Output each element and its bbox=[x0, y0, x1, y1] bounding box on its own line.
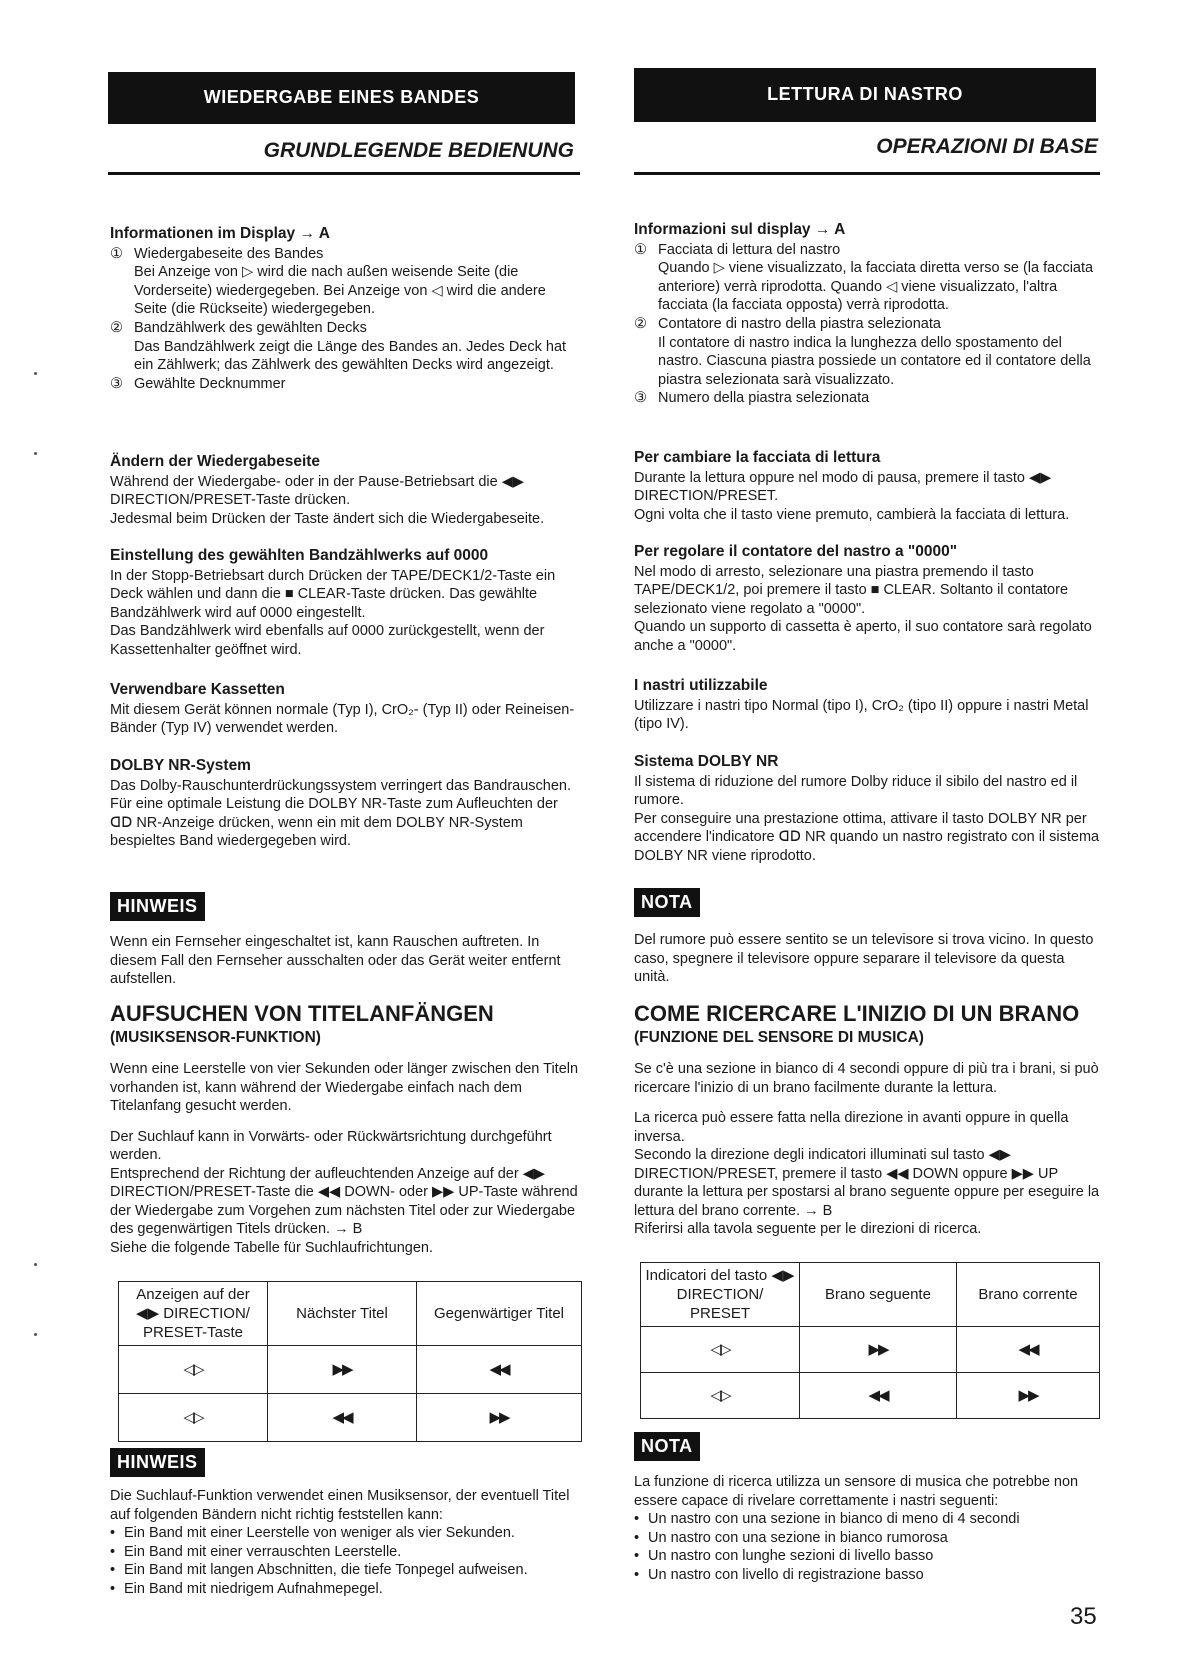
search-p4: Riferirsi alla tavola seguente per le direzioni di ricerca. bbox=[634, 1221, 982, 1238]
search-p3: Secondo la direzione degli indicatori illuminati sul tasto ◀▶ DIRECTION/PRESET, premere il tasto ◀◀ DOWN oppure ▶▶ UP durante la lettura per spostarsi al brano seguente oppure per eseguire la lettura del brano corrente. → B bbox=[634, 1147, 1100, 1219]
dolby-body2: Für eine optimale Leistung die DOLBY NR-Taste zum Aufleuchten der ᗡᗞ NR-Anzeige drücken, wenn ein mit dem DOLBY NR-System bespieltes Band wiedergegeben wird. bbox=[110, 796, 558, 850]
search-p2: La ricerca può essere fatta nella direzione in avanti oppure in quella inversa. bbox=[634, 1110, 1069, 1145]
table-header: Brano corrente bbox=[957, 1263, 1100, 1327]
right-section-subtitle: OPERAZIONI DI BASE bbox=[876, 135, 1098, 158]
item-number: ② bbox=[634, 316, 647, 333]
left-search bbox=[110, 1000, 582, 1257]
item-title: Wiedergabeseite des Bandes bbox=[134, 245, 324, 262]
scan-speck bbox=[34, 372, 37, 375]
counter-reset-heading: Einstellung des gewählten Bandzählwerks auf 0000 bbox=[110, 547, 489, 564]
hinweis-badge: HINWEIS bbox=[110, 1448, 205, 1477]
left-header-rule bbox=[108, 172, 580, 175]
item-body: Das Bandzählwerk zeigt die Länge des Bandes an. Jedes Deck hat ein Zählwerk; das Zählwerk des gewählten Decks wird angezeigt. bbox=[134, 338, 567, 374]
list-item: • Ein Band mit niedrigem Aufnahmepegel. bbox=[110, 1580, 582, 1599]
item-title: Gewählte Decknummer bbox=[134, 375, 286, 392]
item-body: Bei Anzeige von ▷ wird die nach außen weisende Seite (die Vorderseite) wiedergegeben. Bei Anzeige von ◁ wird die andere Seite (die Rückseite) wiedergegeben. bbox=[134, 264, 546, 318]
next-cell: ◀◀ bbox=[800, 1373, 957, 1419]
cassettes-heading: I nastri utilizzabile bbox=[634, 677, 768, 694]
right-display-info bbox=[634, 220, 1102, 408]
item-title: Facciata di lettura del nastro bbox=[658, 241, 841, 258]
note-intro: La funzione di ricerca utilizza un sensore di musica che potrebbe non essere capace di rivelare correttamente i nastri seguenti: bbox=[634, 1474, 1079, 1509]
item-number: ① bbox=[110, 245, 123, 262]
item-body: Quando ▷ viene visualizzato, la facciata diretta verso se (la facciata anteriore) verrà riprodotta. Quando ◁ viene visualizzato, l'altra facciata (la facciata opposta) verrà riprodotta. bbox=[658, 260, 1094, 314]
item-title: Bandzählwerk des gewählten Decks bbox=[134, 320, 367, 337]
search-heading: AUFSUCHEN VON TITELANFÄNGEN bbox=[110, 1001, 494, 1026]
indicator-cell: ◁▷ bbox=[119, 1394, 268, 1442]
next-cell: ▶▶ bbox=[268, 1346, 417, 1394]
cassettes-heading: Verwendbare Kassetten bbox=[110, 681, 285, 698]
search-p3: Entsprechend der Richtung der aufleuchtenden Anzeige auf der ◀▶ DIRECTION/PRESET-Taste die ◀◀ DOWN- oder ▶▶ UP-Taste während der Wiedergabe zum Vorgehen zum nächsten Titel oder zur Wiedergabe des gegenwärtigen Titels drücken. → B bbox=[110, 1165, 578, 1238]
item-number: ② bbox=[110, 320, 123, 337]
scan-speck bbox=[34, 1333, 37, 1336]
right-note2 bbox=[634, 1432, 1102, 1584]
left-note2 bbox=[110, 1448, 582, 1598]
page-number: 35 bbox=[1070, 1603, 1097, 1630]
table-header: Indicatori del tasto ◀▶ DIRECTION/ PRESET bbox=[641, 1263, 800, 1327]
item-title: Contatore di nastro della piastra selezionata bbox=[658, 316, 941, 333]
search-p1: Se c'è una sezione in bianco di 4 secondi oppure di più tra i brani, si può ricercare l'inizio di un brano facilmente durante la lettura. bbox=[634, 1060, 1099, 1096]
change-side-heading: Ändern der Wiedergabeseite bbox=[110, 453, 321, 470]
table-header: Gegenwärtiger Titel bbox=[417, 1282, 582, 1346]
right-dolby bbox=[634, 752, 1102, 866]
item-number: ③ bbox=[634, 390, 647, 407]
change-side-body: Durante la lettura oppure nel modo di pausa, premere il tasto ◀▶ DIRECTION/PRESET. bbox=[634, 469, 1052, 505]
list-item: • Un nastro con una sezione in bianco di meno di 4 secondi bbox=[634, 1510, 1102, 1529]
display-info-item bbox=[634, 241, 1102, 260]
counter-reset-body: In der Stopp-Betriebsart durch Drücken der TAPE/DECK1/2-Taste ein Deck wählen und dann die ■ CLEAR-Taste drücken. Das gewählte Bandzählwerk wird auf 0000 eingestellt. bbox=[110, 567, 556, 621]
right-note1 bbox=[634, 888, 1102, 987]
list-item: • Un nastro con lunghe sezioni di livello basso bbox=[634, 1547, 1102, 1566]
table-header: Anzeigen auf der ◀▶ DIRECTION/ PRESET-Taste bbox=[119, 1282, 268, 1346]
note-bullets bbox=[634, 1510, 1102, 1584]
display-info-heading: Informazioni sul display → A bbox=[634, 221, 846, 238]
hinweis-badge: HINWEIS bbox=[110, 892, 205, 921]
table-row bbox=[641, 1327, 1100, 1373]
scan-speck bbox=[34, 1263, 37, 1266]
note-body: Wenn ein Fernseher eingeschaltet ist, kann Rauschen auftreten. In diesem Fall den Fernseher ausschalten oder das Gerät weiter entfernt aufstellen. bbox=[110, 934, 561, 988]
search-p2: Der Suchlauf kann in Vorwärts- oder Rückwärtsrichtung durchgeführt werden. bbox=[110, 1128, 552, 1164]
search-heading: COME RICERCARE L'INIZIO DI UN BRANO bbox=[634, 1001, 1080, 1026]
counter-reset-body2: Quando un supporto di cassetta è aperto, il suo contatore sarà regolato anche a "0000". bbox=[634, 619, 1092, 655]
list-item: • Un nastro con una sezione in bianco rumorosa bbox=[634, 1529, 1102, 1548]
search-p4: Siehe die folgende Tabelle für Suchlaufrichtungen. bbox=[110, 1239, 433, 1256]
dolby-heading: Sistema DOLBY NR bbox=[634, 753, 779, 770]
item-number: ③ bbox=[110, 375, 123, 392]
nota-badge: NOTA bbox=[634, 888, 700, 917]
note-body: Del rumore può essere sentito se un televisore si trova vicino. In questo caso, spegnere il televisore oppure separare il televisore da questa unità. bbox=[634, 932, 1094, 986]
right-search bbox=[634, 1000, 1102, 1239]
left-section-banner: WIEDERGABE EINES BANDES bbox=[108, 72, 575, 124]
cassettes-body: Mit diesem Gerät können normale (Typ I), CrO₂- (Typ II) oder Reineisen-Bänder (Typ IV) verwendet werden. bbox=[110, 701, 575, 737]
indicator-cell: ◁▷ bbox=[641, 1327, 800, 1373]
display-info-item bbox=[634, 389, 1102, 408]
right-header-rule bbox=[634, 172, 1100, 175]
right-cassettes bbox=[634, 676, 1102, 734]
change-side-heading: Per cambiare la facciata di lettura bbox=[634, 449, 881, 466]
list-item: • Ein Band mit einer Leerstelle von weniger als vier Sekunden. bbox=[110, 1524, 582, 1543]
dolby-heading: DOLBY NR-System bbox=[110, 757, 251, 774]
left-note1 bbox=[110, 892, 582, 989]
dolby-body2: Per conseguire una prestazione ottima, attivare il tasto DOLBY NR per accendere l'indicatore ᗡᗞ NR quando un nastro registrato con il sistema DOLBY NR viene riprodotto. bbox=[634, 810, 1100, 865]
list-item: • Un nastro con livello di registrazione basso bbox=[634, 1566, 1102, 1585]
right-section-banner: LETTURA DI NASTRO bbox=[634, 68, 1096, 122]
right-change-side bbox=[634, 448, 1102, 524]
change-side-body2: Ogni volta che il tasto viene premuto, cambierà la facciata di lettura. bbox=[634, 506, 1070, 523]
list-item: • Ein Band mit einer verrauschten Leerstelle. bbox=[110, 1543, 582, 1562]
cassettes-body: Utilizzare i nastri tipo Normal (tipo I), CrO₂ (tipo II) oppure i nastri Metal (tipo IV). bbox=[634, 697, 1089, 733]
change-side-body2: Jedesmal beim Drücken der Taste ändert sich die Wiedergabeseite. bbox=[110, 510, 545, 527]
item-number: ① bbox=[634, 241, 647, 258]
counter-reset-body2: Das Bandzählwerk wird ebenfalls auf 0000 zurückgestellt, wenn der Kassettenhalter geöffnet wird. bbox=[110, 623, 545, 659]
display-info-item bbox=[110, 245, 582, 264]
note-bullets bbox=[110, 1524, 582, 1598]
left-dolby bbox=[110, 756, 582, 851]
right-search-table bbox=[640, 1262, 1100, 1419]
left-display-info bbox=[110, 224, 582, 393]
current-cell: ▶▶ bbox=[957, 1373, 1100, 1419]
item-body: Il contatore di nastro indica la lunghezza dello spostamento del nastro. Ciascuna piastra possiede un contatore ed il contatore della piastra selezionata sarà visualizzato. bbox=[658, 334, 1091, 388]
note-intro: Die Suchlauf-Funktion verwendet einen Musiksensor, der eventuell Titel auf folgenden Bändern nicht richtig feststellen kann: bbox=[110, 1488, 570, 1523]
dolby-body: Il sistema di riduzione del rumore Dolby riduce il sibilo del nastro ed il rumore. bbox=[634, 773, 1078, 809]
display-info-item bbox=[634, 315, 1102, 334]
search-subheading: (MUSIKSENSOR-FUNKTION) bbox=[110, 1029, 321, 1047]
display-info-item bbox=[110, 375, 582, 394]
dolby-body: Das Dolby-Rauschunterdrückungssystem verringert das Bandrauschen. bbox=[110, 777, 571, 794]
table-header: Brano seguente bbox=[800, 1263, 957, 1327]
left-section-subtitle: GRUNDLEGENDE BEDIENUNG bbox=[263, 139, 574, 162]
indicator-cell: ◁▷ bbox=[119, 1346, 268, 1394]
next-cell: ▶▶ bbox=[800, 1327, 957, 1373]
indicator-cell: ◁▷ bbox=[641, 1373, 800, 1419]
display-info-heading: Informationen im Display → A bbox=[110, 225, 330, 242]
table-header: Nächster Titel bbox=[268, 1282, 417, 1346]
list-item: • Ein Band mit langen Abschnitten, die tiefe Tonpegel aufweisen. bbox=[110, 1561, 582, 1580]
next-cell: ◀◀ bbox=[268, 1394, 417, 1442]
item-title: Numero della piastra selezionata bbox=[658, 390, 870, 407]
table-row bbox=[119, 1394, 582, 1442]
table-row bbox=[119, 1346, 582, 1394]
counter-reset-heading: Per regolare il contatore del nastro a "0000" bbox=[634, 543, 958, 560]
current-cell: ▶▶ bbox=[417, 1394, 582, 1442]
change-side-body: Während der Wiedergabe- oder in der Pause-Betriebsart die ◀▶ DIRECTION/PRESET-Taste drücken. bbox=[110, 473, 525, 509]
left-search-table bbox=[118, 1281, 582, 1442]
left-cassettes bbox=[110, 680, 582, 738]
current-cell: ◀◀ bbox=[417, 1346, 582, 1394]
nota-badge: NOTA bbox=[634, 1432, 700, 1461]
search-subheading: (FUNZIONE DEL SENSORE DI MUSICA) bbox=[634, 1029, 924, 1047]
left-counter-reset bbox=[110, 546, 582, 660]
scan-speck bbox=[34, 452, 37, 455]
right-counter-reset bbox=[634, 542, 1102, 656]
current-cell: ◀◀ bbox=[957, 1327, 1100, 1373]
left-change-side bbox=[110, 452, 582, 528]
display-info-item bbox=[110, 319, 582, 338]
search-p1: Wenn eine Leerstelle von vier Sekunden oder länger zwischen den Titeln vorhanden ist, kann während der Wiedergabe einfach nach dem Titelanfang gesucht werden. bbox=[110, 1060, 579, 1115]
counter-reset-body: Nel modo di arresto, selezionare una piastra premendo il tasto TAPE/DECK1/2, poi premere il tasto ■ CLEAR. Soltanto il contatore selezionato viene regolato a "0000". bbox=[634, 563, 1069, 617]
table-row bbox=[641, 1373, 1100, 1419]
